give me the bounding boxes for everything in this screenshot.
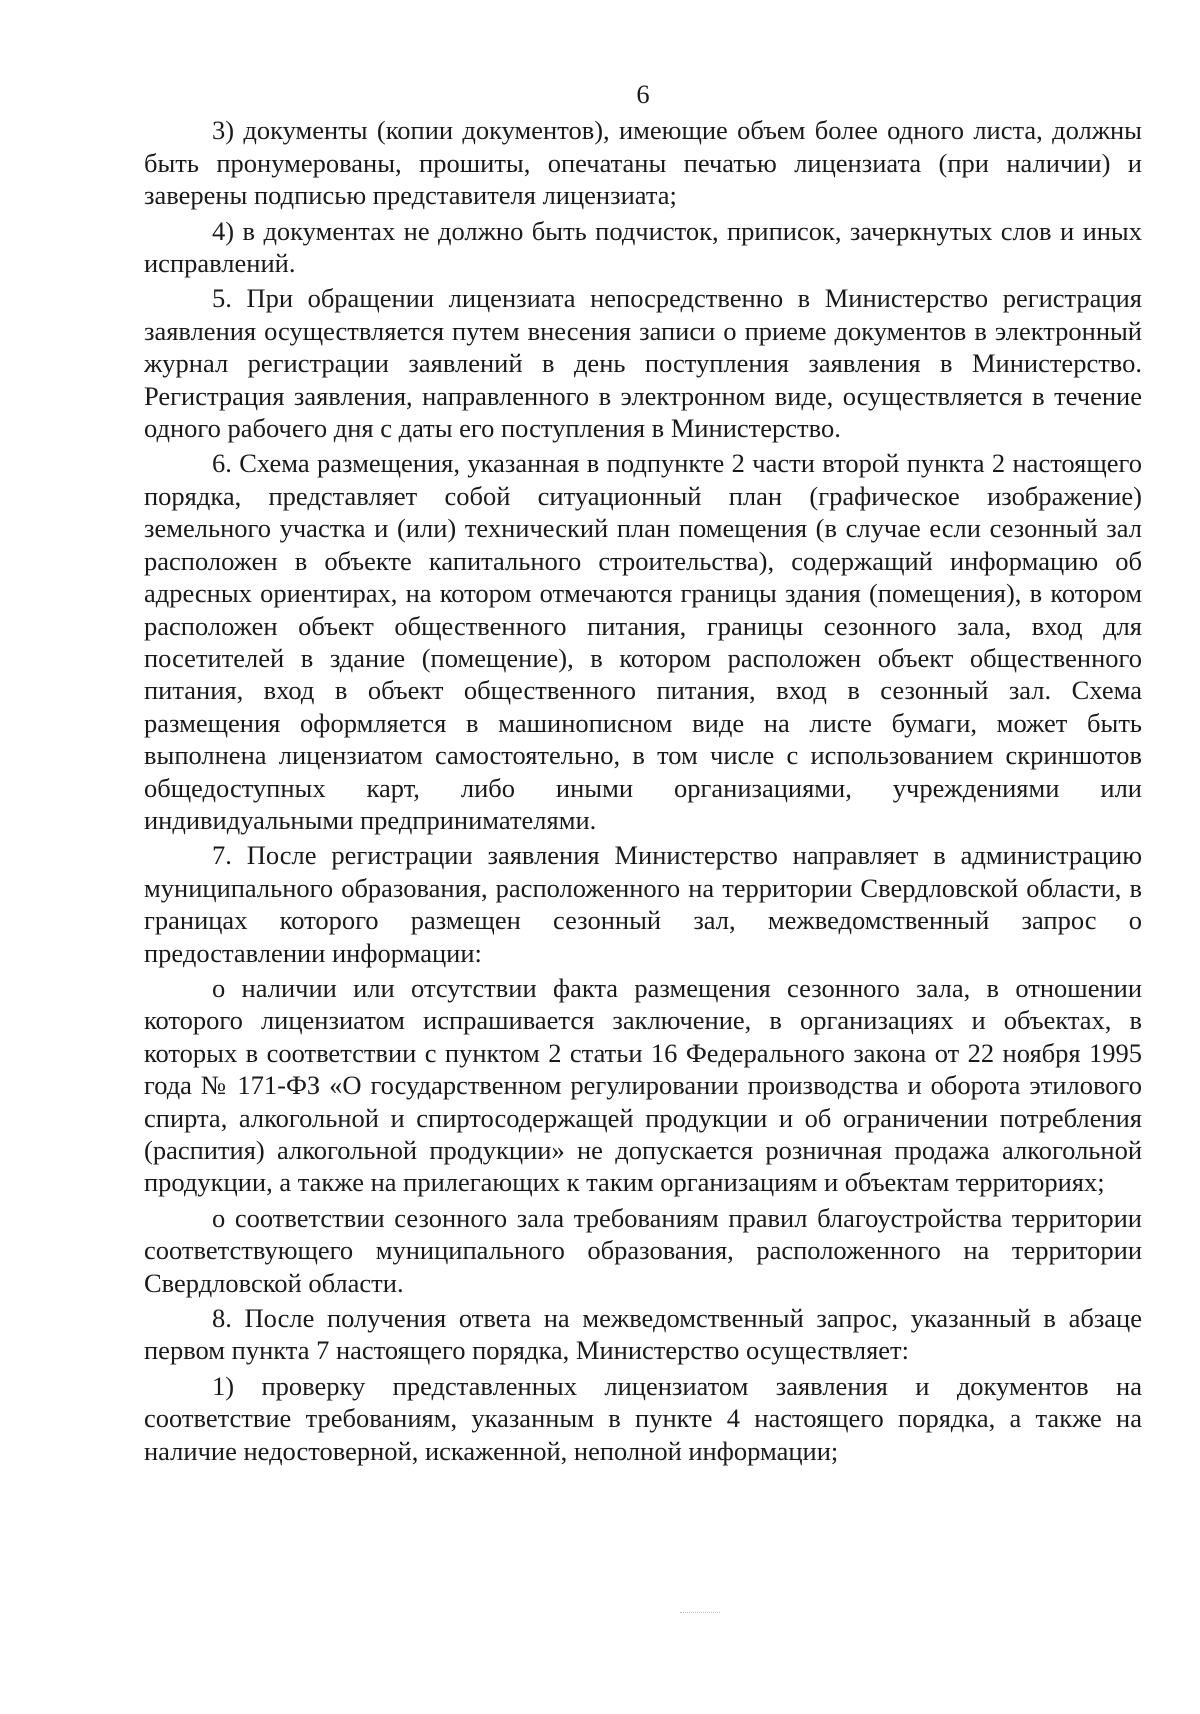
paragraph-request-item-compliance: о соответствии сезонного зала требованиям правил благоустройства территории соответствующего муниципального образования, расположенного на территории Свердловской области. [144,1202,1142,1298]
paragraph-point-6-placement-scheme: 6. Схема размещения, указанная в подпункте 2 части второй пункта 2 настоящего порядка, представляет собой ситуационный план (графическое изображение) земельного участка и (или) технический план помещения (в случае если сезонный зал расположен в объекте капитального строительства), содержащий информацию об адресных ориентирах, на котором отмечаются границы здания (помещения), в котором расположен объект общественного питания, границы сезонного зала, вход для посетителей в здание (помещение), в котором расположен объект общественного питания, вход в объект общественного питания, вход в сезонный зал. Схема размещения оформляется в машинописном виде на листе бумаги, может быть выполнена лицензиатом самостоятельно, в том числе с использованием скриншотов общедоступных карт, либо иными организациями, учреждениями или индивидуальными предпринимателями. [144,448,1142,835]
document-page [144,78,1142,1470]
paragraph-item-4-no-corrections: 4) в документах не должно быть подчисток, приписок, зачеркнутых слов и иных исправлений. [144,215,1142,279]
page-number: 6 [636,79,650,109]
paragraph-item-3-documents: 3) документы (копии документов), имеющие объем более одного листа, должны быть пронумерованы, прошиты, опечатаны печатью лицензиата (при наличии) и заверены подписью представителя лицензиата; [144,115,1142,211]
paragraph-point-7-interagency-request: 7. После регистрации заявления Министерство направляет в администрацию муниципального образования, расположенного на территории Свердловской области, в границах которого размещен сезонный зал, межведомственный запрос о предоставлении информации: [144,840,1142,968]
paragraph-request-item-presence: о наличии или отсутствии факта размещения сезонного зала, в отношении которого лицензиатом испрашивается заключение, в организациях и объектах, в которых в соответствии с пунктом 2 статьи 16 Федерального закона от 22 ноября 1995 года № 171-ФЗ «О государственном регулировании производства и оборота этилового спирта, алкогольной и спиртосодержащей продукции и об ограничении потребления (распития) алкогольной продукции» не допускается розничная продажа алкогольной продукции, а также на прилегающих к таким организациям и объектам территориях; [144,972,1142,1198]
paragraph-point-5-registration: 5. При обращении лицензиата непосредственно в Министерство регистрация заявления осуществляется путем внесения записи о приеме документов в электронный журнал регистрации заявлений в день поступления заявления в Министерство. Регистрация заявления, направленного в электронном виде, осуществляется в течение одного рабочего дня с даты его поступления в Министерство. [144,283,1142,444]
paragraph-point-8-after-response: 8. После получения ответа на межведомственный запрос, указанный в абзаце первом пункта 7 настоящего порядка, Министерство осуществляет: [144,1303,1142,1366]
paragraph-point-8-item-1-check: 1) проверку представленных лицензиатом заявления и документов на соответствие требованиям, указанным в пункте 4 настоящего порядка, а также на наличие недостоверной, искаженной, неполной информации; [144,1370,1142,1466]
scan-speckle-decoration [680,1612,720,1617]
